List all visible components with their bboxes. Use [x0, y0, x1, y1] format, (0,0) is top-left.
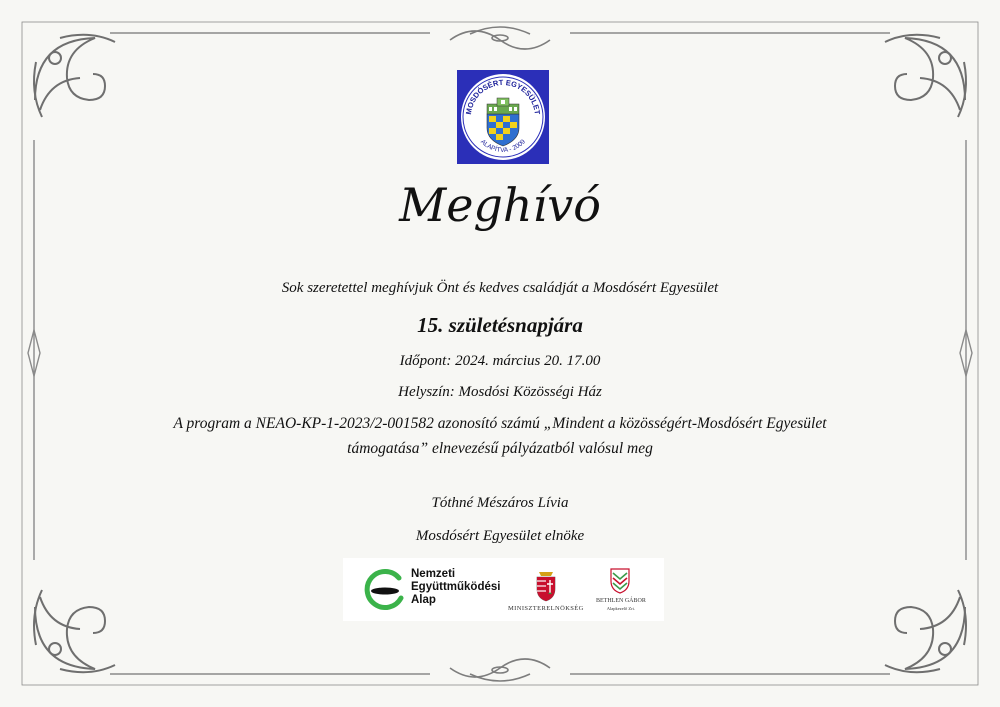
- logo-ring-top-text: MOSDÓSÉRT EGYESÜLET: [464, 77, 542, 116]
- bethlen-text-line-1: BETHLEN GÁBOR: [596, 598, 646, 604]
- event-place: Helyszín: Mosdósi Közösségi Ház: [398, 384, 602, 400]
- top-center-flourish: [450, 27, 550, 49]
- hungarian-coat-of-arms-icon: [533, 566, 559, 602]
- occasion-heading: 15. születésnapjára: [417, 313, 583, 337]
- nea-logo-text: [411, 568, 500, 607]
- association-logo: [457, 70, 549, 164]
- bethlen-gabor-label: [596, 598, 646, 612]
- nea-logo-icon: [363, 568, 407, 612]
- invitation-title: Meghívó: [399, 178, 601, 232]
- sponsor-logos: [343, 558, 664, 621]
- intro-text: Sok szeretettel meghívjuk Önt és kedves családját a Mosdósért Egyesület: [281, 280, 719, 296]
- bethlen-gabor-logo-icon: [609, 567, 631, 595]
- nea-text-line-1: Nemzeti: [411, 568, 456, 580]
- logo-ring-bottom-text: ALAPÍTVA - 2009: [479, 138, 527, 155]
- signer-name: Tóthné Mészáros Lívia: [431, 495, 569, 511]
- program-text-line-2: támogatása” elnevezésű pályázatból valósul meg: [347, 440, 653, 457]
- corner-flourish-bottom-left: [34, 590, 115, 672]
- ministry-label: MINISZTERELNÖKSÉG: [508, 605, 584, 612]
- program-text-line-1: A program a NEAO-KP-1-2023/2-001582 azonosító számú „Mindent a közösségért-Mosdósért Egyesület: [173, 415, 827, 432]
- logo-emblem: [457, 70, 549, 164]
- corner-flourish-top-right: [885, 35, 966, 117]
- signer-role: Mosdósért Egyesület elnöke: [415, 528, 585, 544]
- event-time: Időpont: 2024. március 20. 17.00: [399, 353, 601, 369]
- corner-flourish-bottom-right: [885, 590, 966, 672]
- nea-text-line-2: Együttműködési: [411, 581, 501, 593]
- bethlen-text-line-2: Alapkezelő Zrt.: [606, 606, 636, 611]
- bottom-center-flourish: [450, 659, 550, 681]
- nea-text-line-3: Alap: [411, 594, 436, 606]
- corner-flourish-top-left: [34, 35, 115, 117]
